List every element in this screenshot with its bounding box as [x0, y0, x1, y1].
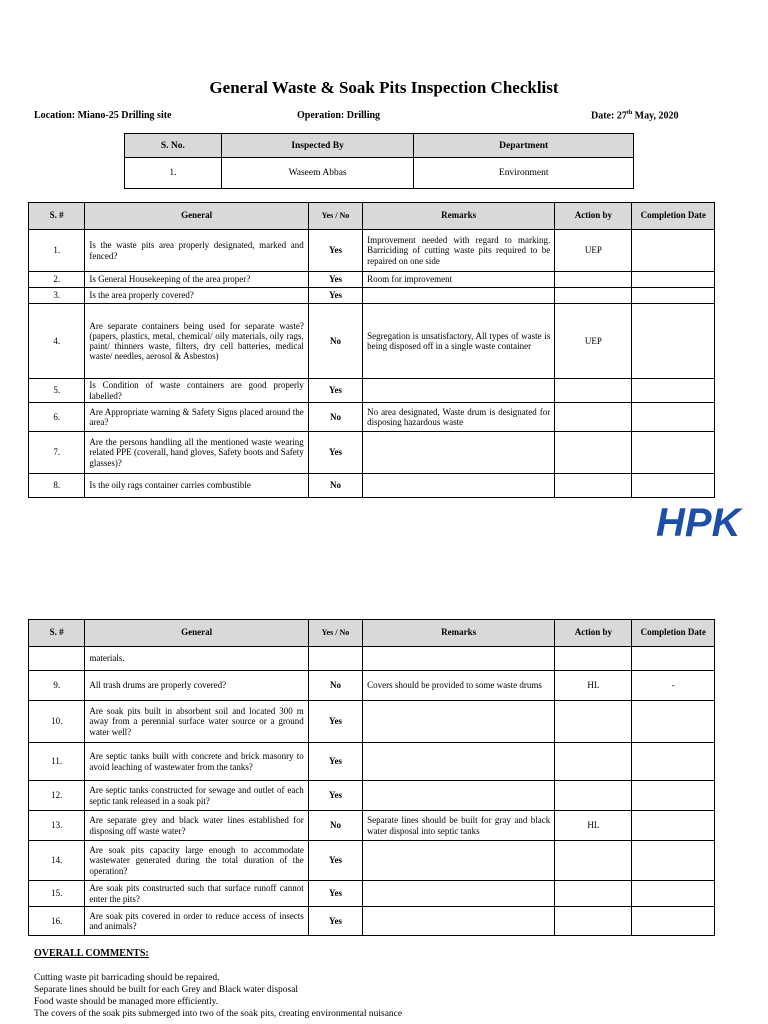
- cell-rem: [363, 647, 555, 671]
- cell-sn: 11.: [29, 743, 85, 781]
- cell-sn: 3.: [29, 288, 85, 304]
- table-row: [29, 379, 715, 403]
- table-row: [29, 647, 715, 671]
- cell-comp: [632, 841, 715, 881]
- cell-q: materials.: [85, 647, 308, 671]
- cell-yn: Yes: [308, 272, 362, 288]
- comment-line: Separate lines should be built for each Grey and Black water disposal: [34, 985, 299, 995]
- cell-rem: Covers should be provided to some waste drums: [363, 671, 555, 701]
- document-title: General Waste & Soak Pits Inspection Checklist: [209, 78, 559, 97]
- cell-rem: [363, 288, 555, 304]
- hpk-logo: [654, 500, 758, 544]
- inspection-table: [124, 133, 634, 189]
- cell-rem: [363, 379, 555, 403]
- cell-sn: 13.: [29, 811, 85, 841]
- table-row: [29, 230, 715, 272]
- table-row: [29, 403, 715, 432]
- cell-sn: 6.: [29, 403, 85, 432]
- cell-act: [555, 403, 632, 432]
- cell-sn: 1.: [29, 230, 85, 272]
- cell-act: UEP: [555, 304, 632, 379]
- col-completion-date: Completion Date: [632, 620, 715, 647]
- cell-act: [555, 647, 632, 671]
- header-department: Department: [414, 134, 634, 158]
- inspector-name: Waseem Abbas: [221, 158, 414, 189]
- table-row: [29, 304, 715, 379]
- col-action-by: Action by: [555, 620, 632, 647]
- cell-comp: [632, 811, 715, 841]
- cell-comp: [632, 474, 715, 498]
- col-action-by: Action by: [555, 203, 632, 230]
- table-row: [29, 881, 715, 907]
- svg-text:HPK: HPK: [656, 501, 741, 544]
- cell-yn: [308, 647, 362, 671]
- cell-q: Are septic tanks constructed for sewage and outlet of each septic tank released in a soak pit?: [85, 781, 308, 811]
- table-row: [29, 841, 715, 881]
- cell-q: Are soak pits covered in order to reduce access of insects and animals?: [85, 907, 308, 936]
- cell-rem: [363, 701, 555, 743]
- overall-comments-heading: OVERALL COMMENTS:: [34, 948, 149, 959]
- table-row: [29, 272, 715, 288]
- cell-sn: 10.: [29, 701, 85, 743]
- col-remarks: Remarks: [363, 203, 555, 230]
- cell-rem: [363, 881, 555, 907]
- col-general: General: [85, 620, 308, 647]
- cell-act: [555, 474, 632, 498]
- table-row: [29, 288, 715, 304]
- table-row: [29, 907, 715, 936]
- cell-rem: Segregation is unsatisfactory, All types of waste is being disposed off in a single waste container: [363, 304, 555, 379]
- cell-sn: 12.: [29, 781, 85, 811]
- cell-comp: [632, 379, 715, 403]
- cell-comp: [632, 230, 715, 272]
- cell-rem: Improvement needed with regard to marking. Barriciding of cutting waste pits required to be repaired on one side: [363, 230, 555, 272]
- cell-sn: 16.: [29, 907, 85, 936]
- header-sno: S. No.: [125, 134, 222, 158]
- table-row: [29, 701, 715, 743]
- cell-q: Are the persons handling all the mentioned waste wearing related PPE (coverall, hand gloves, Safety boots and Safety glasses)?: [85, 432, 308, 474]
- table-row: [29, 474, 715, 498]
- cell-comp: [632, 881, 715, 907]
- cell-act: [555, 272, 632, 288]
- date-label: Date: 27th May, 2020: [591, 110, 679, 122]
- cell-q: Are soak pits constructed such that surface runoff cannot enter the pits?: [85, 881, 308, 907]
- cell-sn: [29, 647, 85, 671]
- cell-q: Is Condition of waste containers are good properly labelled?: [85, 379, 308, 403]
- cell-q: All trash drums are properly covered?: [85, 671, 308, 701]
- cell-comp: [632, 432, 715, 474]
- col-completion-date: Completion Date: [632, 203, 715, 230]
- cell-yn: Yes: [308, 288, 362, 304]
- cell-yn: Yes: [308, 881, 362, 907]
- col-yes-no: Yes / No: [308, 620, 362, 647]
- cell-rem: [363, 841, 555, 881]
- cell-comp: [632, 907, 715, 936]
- cell-act: HL: [555, 671, 632, 701]
- cell-sn: 2.: [29, 272, 85, 288]
- cell-act: [555, 781, 632, 811]
- cell-comp: [632, 403, 715, 432]
- cell-q: Is General Housekeeping of the area proper?: [85, 272, 308, 288]
- cell-act: [555, 288, 632, 304]
- department-name: Environment: [414, 158, 634, 189]
- cell-q: Are separate grey and black water lines established for disposing off waste water?: [85, 811, 308, 841]
- cell-rem: [363, 743, 555, 781]
- comment-line: The covers of the soak pits submerged into two of the soak pits, creating environmental nuisance: [34, 1009, 403, 1019]
- cell-yn: No: [308, 403, 362, 432]
- checklist-body-1: [29, 230, 715, 498]
- cell-sn: 7.: [29, 432, 85, 474]
- cell-act: UEP: [555, 230, 632, 272]
- cell-rem: [363, 781, 555, 811]
- cell-comp: -: [632, 671, 715, 701]
- cell-q: Is the oily rags container carries combustible: [85, 474, 308, 498]
- table-row: [29, 743, 715, 781]
- comment-line: Food waste should be managed more efficiently.: [34, 997, 219, 1007]
- col-general: General: [85, 203, 308, 230]
- cell-rem: [363, 907, 555, 936]
- cell-sn: 8.: [29, 474, 85, 498]
- cell-comp: [632, 288, 715, 304]
- comment-line: Cutting waste pit barricading should be repaired.: [34, 973, 220, 983]
- cell-act: [555, 841, 632, 881]
- cell-q: Are soak pits capacity large enough to accommodate wastewater generated during the total duration of the operation?: [85, 841, 308, 881]
- cell-yn: Yes: [308, 379, 362, 403]
- col-yes-no: Yes / No: [308, 203, 362, 230]
- cell-sn: 14.: [29, 841, 85, 881]
- cell-q: Is the waste pits area properly designated, marked and fenced?: [85, 230, 308, 272]
- cell-sn: 4.: [29, 304, 85, 379]
- inspection-sno: 1.: [125, 158, 222, 189]
- cell-comp: [632, 743, 715, 781]
- checklist-table-1: [28, 202, 715, 498]
- cell-q: Is the area properly covered?: [85, 288, 308, 304]
- cell-yn: No: [308, 671, 362, 701]
- cell-yn: No: [308, 811, 362, 841]
- overall-comments-list: [34, 972, 402, 1020]
- operation-label: Operation: Drilling: [297, 110, 381, 121]
- cell-comp: [632, 272, 715, 288]
- col-remarks: Remarks: [363, 620, 555, 647]
- cell-yn: Yes: [308, 841, 362, 881]
- cell-comp: [632, 781, 715, 811]
- cell-yn: No: [308, 304, 362, 379]
- cell-sn: 5.: [29, 379, 85, 403]
- cell-act: HL: [555, 811, 632, 841]
- table-row: [29, 671, 715, 701]
- cell-act: [555, 432, 632, 474]
- cell-comp: [632, 647, 715, 671]
- cell-yn: Yes: [308, 907, 362, 936]
- cell-q: Are soak pits built in absorbent soil and located 300 m away from a perennial surface water source or a ground water well?: [85, 701, 308, 743]
- cell-act: [555, 881, 632, 907]
- cell-comp: [632, 701, 715, 743]
- header-inspected-by: Inspected By: [221, 134, 414, 158]
- cell-rem: [363, 474, 555, 498]
- cell-sn: 15.: [29, 881, 85, 907]
- col-sn: S. #: [29, 203, 85, 230]
- cell-act: [555, 379, 632, 403]
- cell-rem: Separate lines should be built for gray and black water disposal into septic tanks: [363, 811, 555, 841]
- cell-act: [555, 743, 632, 781]
- cell-yn: No: [308, 474, 362, 498]
- cell-sn: 9.: [29, 671, 85, 701]
- cell-rem: Room for improvement: [363, 272, 555, 288]
- cell-rem: [363, 432, 555, 474]
- table-row: [29, 432, 715, 474]
- inspection-row: [125, 158, 634, 189]
- cell-q: Are Appropriate warning & Safety Signs placed around the area?: [85, 403, 308, 432]
- cell-yn: Yes: [308, 781, 362, 811]
- cell-comp: [632, 304, 715, 379]
- cell-rem: No area designated, Waste drum is designated for disposing hazardous waste: [363, 403, 555, 432]
- cell-q: Are separate containers being used for separate waste? (papers, plastics, metal, chemical/ oily materials, oily rags, paint/ thinners waste, filters, dry cell batteries, medical waste/ needles, aerosol & Asbestos): [85, 304, 308, 379]
- col-sn: S. #: [29, 620, 85, 647]
- cell-act: [555, 907, 632, 936]
- cell-yn: Yes: [308, 743, 362, 781]
- location-label: Location: Miano-25 Drilling site: [34, 110, 172, 121]
- cell-yn: Yes: [308, 432, 362, 474]
- checklist-table-2: [28, 619, 715, 936]
- cell-yn: Yes: [308, 230, 362, 272]
- cell-q: Are septic tanks built with concrete and brick masonry to avoid leaching of wastewater from the tanks?: [85, 743, 308, 781]
- cell-act: [555, 701, 632, 743]
- checklist-body-2: [29, 647, 715, 936]
- cell-yn: Yes: [308, 701, 362, 743]
- table-row: [29, 781, 715, 811]
- table-row: [29, 811, 715, 841]
